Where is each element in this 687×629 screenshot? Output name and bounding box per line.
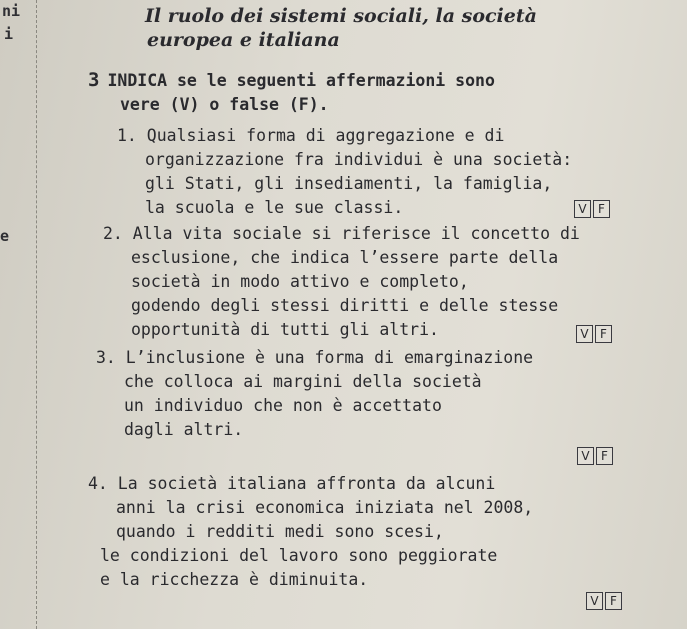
- statement-line: 4. La società italiana affronta da alcuni: [88, 474, 496, 493]
- statement-line: 1. Qualsiasi forma di aggregazione e di: [117, 126, 505, 145]
- false-checkbox[interactable]: F: [605, 592, 622, 610]
- statement-line: anni la crisi economica iniziata nel 2008,: [116, 498, 534, 517]
- false-checkbox[interactable]: F: [595, 325, 612, 343]
- title-line: Il ruolo dei sistemi sociali, la società: [145, 5, 537, 27]
- exercise-number: 3: [88, 69, 100, 91]
- statement-line: un individuo che non è accettato: [124, 396, 442, 415]
- statement-line: organizzazione fra individui è una società:: [145, 150, 573, 169]
- margin-fragment: i: [4, 25, 14, 43]
- exercise-instruction: [88, 68, 678, 117]
- section-title: [145, 4, 665, 52]
- statement-line: godendo degli stessi diritti e delle stesse: [131, 296, 559, 315]
- true-false-boxes: [576, 325, 612, 343]
- statement-line: gli Stati, gli insediamenti, la famiglia,: [145, 174, 553, 193]
- true-false-boxes: [577, 447, 613, 465]
- statement-line: dagli altri.: [124, 420, 244, 439]
- title-line: europea e italiana: [147, 29, 340, 51]
- statement-line: 3. L’inclusione è una forma di emarginazione: [96, 348, 534, 367]
- statement-line: 2. Alla vita sociale si riferisce il concetto di: [103, 224, 580, 243]
- true-checkbox[interactable]: V: [586, 592, 603, 610]
- statement-line: opportunità di tutti gli altri.: [131, 320, 439, 339]
- false-checkbox[interactable]: F: [596, 447, 613, 465]
- margin-dashed-line: [36, 0, 37, 629]
- statement-line: quando i redditi medi sono scesi,: [116, 522, 444, 541]
- true-checkbox[interactable]: V: [574, 200, 591, 218]
- true-false-boxes: [574, 200, 610, 218]
- true-checkbox[interactable]: V: [576, 325, 593, 343]
- statement-item: [88, 472, 533, 592]
- statement-item: [103, 222, 580, 342]
- true-checkbox[interactable]: V: [577, 447, 594, 465]
- instruction-text: INDICA se le seguenti affermazioni sono: [107, 71, 495, 90]
- instruction-text: vere (V) o false (F).: [120, 95, 329, 114]
- statement-item: [96, 346, 533, 442]
- false-checkbox[interactable]: F: [593, 200, 610, 218]
- statement-line: società in modo attivo e completo,: [131, 272, 469, 291]
- statement-line: la scuola e le sue classi.: [145, 198, 404, 217]
- statement-line: le condizioni del lavoro sono peggiorate: [100, 546, 498, 565]
- true-false-boxes: [586, 592, 622, 610]
- statement-line: che colloca ai margini della società: [124, 372, 482, 391]
- margin-fragment: e: [0, 227, 10, 245]
- margin-fragment: ni: [2, 2, 21, 20]
- statement-item: [117, 124, 572, 220]
- statement-line: esclusione, che indica l’essere parte della: [131, 248, 559, 267]
- statement-line: e la ricchezza è diminuita.: [100, 570, 369, 589]
